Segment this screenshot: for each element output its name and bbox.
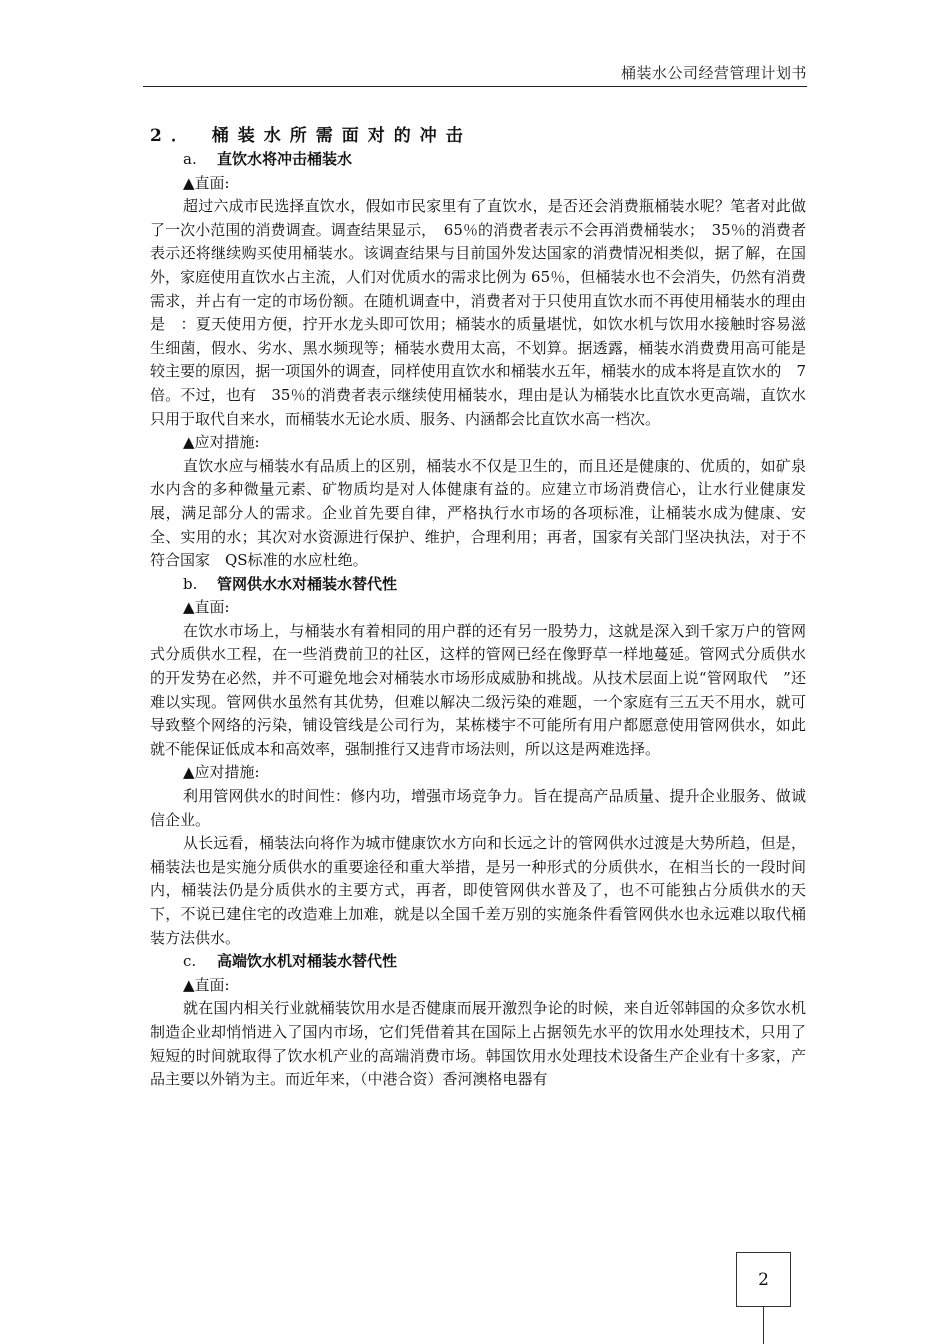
subsection-b-measures-label: ▲应对措施: [183,763,260,782]
subsection-c-title: 高端饮水机对桶装水替代性 [217,952,398,971]
page-number: 2 [758,1269,769,1290]
subsection-a-marker: a. [183,150,197,168]
subsection-b-face-label: ▲直面: [183,598,230,617]
subsection-c-heading [150,950,806,974]
subsection-c-face-label: ▲直面: [183,975,230,994]
document-body [150,124,806,1092]
running-header: 桶装水公司经营管理计划书 [620,64,807,82]
section-heading: 2． 桶装水所需面对的冲击 [150,126,472,146]
subsection-a-measures-label: ▲应对措施: [183,433,260,452]
subsection-a-face-paragraph: 超过六成市民选择直饮水，假如市民家里有了直饮水，是否还会消费瓶桶装水呢？笔者对此做了一次小范围的消费调查。调查结果显示， 65％的消费者表示不会再消费桶装水； 35％的消费者表示还将继续购买使用桶装水。该调查结果与目前国外发达国家的消费情况相类似，据了解，在国外，家庭使用直饮水占主流，人们对优质水的需求比例为 65％，但桶装水也不会消失，仍然有消费需求，并占有一定的市场份额。在随机调查中，消费者对于只使用直饮水而不再使用桶装水的理由是 ：夏天使用方便，拧开水龙头即可饮用；桶装水的质量堪忧，如饮水机与饮用水接触时容易滋生细菌，假水、劣水、黑水频现等；桶装水费用太高，不划算。据透露，桶装水消费费用高可能是较主要的原因，据一项国外的调查，同样使用直饮水和桶装水五年，桶装水的成本将是直饮水的 7 倍。不过，也有 35％的消费者表示继续使用桶装水，理由是认为桶装水比直饮水更高端，直饮水只用于取代自来水，而桶装水无论水质、服务、内涵都会比直饮水高一档次。 [150,197,806,428]
subsection-b-title: 管网供水水对桶装水替代性 [217,574,398,593]
subsection-a-measures-paragraph: 直饮水应与桶装水有品质上的区别，桶装水不仅是卫生的，而且还是健康的、优质的，如矿泉水内含的多种微量元素、矿物质均是对人体健康有益的。应建立市场消费信心，让水行业健康发展，满足部分人的需求。企业首先要自律，严格执行水市场的各项标准，让桶装水成为健康、安全、实用的水；其次对水资源进行保护、维护，合理利用；再者，国家有关部门坚决执法，对于不符合国家 QS标准的水应杜绝。 [150,456,806,570]
subsection-a-face-label: ▲直面: [183,173,230,192]
subsection-a-heading [150,148,806,172]
header-rule [143,86,807,87]
subsection-b-measures-paragraph-2: 从长远看，桶装法向将作为城市健康饮水方向和长远之计的管网供水过渡是大势所趋，但是，桶装法也是实施分质供水的重要途径和重大举措，是另一种形式的分质供水，在相当长的一段时间内，桶装法仍是分质供水的主要方式，再者，即使管网供水普及了，也不可能独占分质供水的天下，不说已建住宅的改造难上加难，就是以全国千差万别的实施条件看管网供水也永远难以取代桶装方法供水。 [150,834,806,947]
subsection-c-face-paragraph: 就在国内相关行业就桶装饮用水是否健康而展开激烈争论的时候，来自近邻韩国的众多饮水机制造企业却悄悄进入了国内市场，它们凭借着其在国际上占据领先水平的饮用水处理技术，只用了短短的时间就取得了饮水机产业的高端消费市场。韩国饮用水处理技术设备生产企业有十多家，产品主要以外销为主。而近年来，（中港合资）香河澳格电器有 [150,999,806,1089]
page-number-connector-line [763,1307,764,1344]
subsection-c-marker: c. [183,952,197,971]
subsection-b-marker: b. [183,574,198,593]
page-number-box [736,1252,791,1307]
subsection-b-face-paragraph: 在饮水市场上，与桶装水有着相同的用户群的还有另一股势力，这就是深入到千家万户的管网式分质供水工程，在一些消费前卫的社区，这样的管网已经在像野草一样地蔓延。管网式分质供水的开发势在必然，并不可避免地会对桶装水市场形成威胁和挑战。从技术层面上说“管网取代 ”还难以实现。管网供水虽然有其优势，但难以解决二级污染的难题，一个家庭有三五天不用水，就可导致整个网络的污染，铺设管线是公司行为，某栋楼宇不可能所有用户都愿意使用管网供水，如此就不能保证低成本和高效率，强制推行又违背市场法则，所以这是两难选择。 [150,621,806,758]
subsection-b-measures-paragraph-1: 利用管网供水的时间性：修内功，增强市场竞争力。旨在提高产品质量、提升企业服务、做诚信企业。 [150,787,806,829]
subsection-a-title: 直饮水将冲击桶装水 [217,150,353,168]
subsection-b-heading [150,573,806,597]
